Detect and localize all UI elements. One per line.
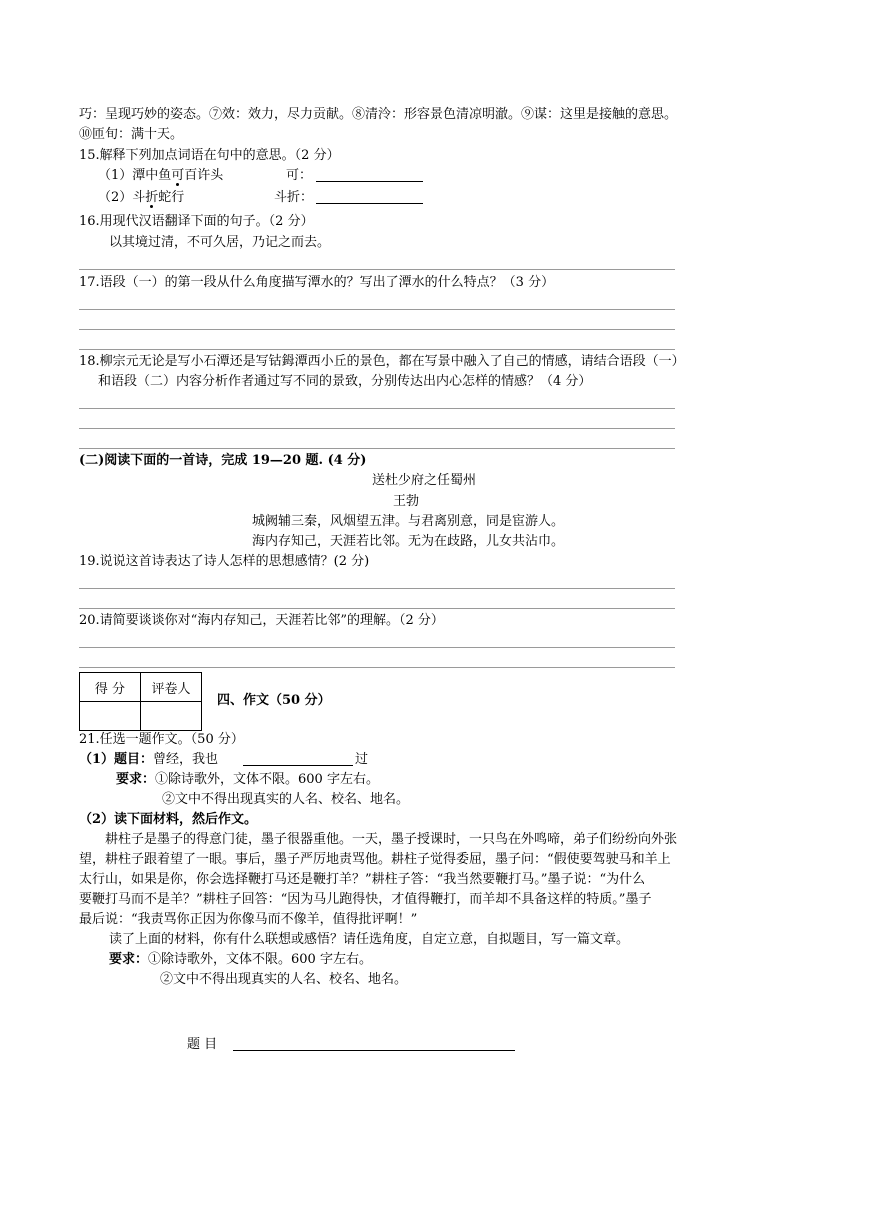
q21-stem: 21.任选一题作文。（50 分） (79, 732, 244, 747)
score-table (79, 672, 202, 731)
q19-answer-line-1[interactable] (79, 588, 675, 589)
q21-option1-label: （1）题目： (79, 752, 154, 767)
q15-item2-answer-line[interactable] (316, 203, 423, 204)
q21-option-2-label: （2）读下面材料，然后作文。 (79, 812, 258, 827)
poem-line-1: 城阙辅三秦，风烟望五津。与君离别意，同是宦游人。 (252, 514, 565, 529)
q19-stem: 19.说说这首诗表达了诗人怎样的思想感情？(2 分) (79, 554, 370, 569)
q15-item2-post: 蛇行 (158, 190, 185, 205)
q21-title-blank[interactable] (243, 765, 353, 766)
q18-answer-line-1[interactable] (79, 408, 675, 409)
q18-stem-line-2: 和语段（二）内容分析作者通过写不同的景致，分别传达出内心怎样的情感？（4 分） (98, 374, 592, 389)
q20-answer-line-2[interactable] (79, 667, 675, 668)
q15-item-2 (98, 189, 184, 207)
section-4-heading: 四、作文（50 分） (217, 693, 331, 708)
q15-item-1 (98, 167, 223, 185)
q15-stem: 15.解释下列加点词语在句中的意思。（2 分） (79, 148, 340, 163)
q18-stem-line-1: 18.柳宗元无论是写小石潭还是写钴鉧潭西小丘的景色，都在写景中融入了自己的情感，请结合语段（一） (79, 354, 685, 369)
score-header: 得 分 (80, 673, 141, 702)
q21-req2-label: 要求： (109, 952, 149, 967)
q15-item2-label: 斗折： (274, 190, 314, 205)
notes-line-2: ⑩匝旬：满十天。 (79, 127, 184, 142)
q17-answer-line-1[interactable] (79, 309, 675, 310)
section-2-heading: (二)阅读下面的一首诗，完成 19—20 题. (4 分) (79, 453, 367, 468)
q21-req2-2: ②文中不得出现真实的人名、校名、地名。 (160, 972, 408, 987)
q21-req-2: ②文中不得出现真实的人名、校名、地名。 (162, 792, 410, 807)
q15-item1-post: 百许头 (184, 168, 224, 183)
q18-answer-line-3[interactable] (79, 448, 675, 449)
q16-stem: 16.用现代汉语翻译下面的句子。（2 分） (79, 214, 314, 229)
grader-cell[interactable] (141, 702, 202, 731)
q21-requirement-1 (116, 771, 379, 789)
material-line-3: 太行山，如果是你，你会选择鞭打马还是鞭打羊？”耕柱子答：“我当然要鞭打马。”墨子说：“为什么 (79, 872, 646, 887)
q17-answer-line-2[interactable] (79, 329, 675, 330)
q21-option1-pre: 曾经，我也 (153, 752, 219, 767)
q15-item1-answer-line[interactable] (316, 181, 423, 182)
essay-title-line[interactable] (233, 1050, 515, 1051)
q15-item1-pre: （1）潭中鱼 (98, 168, 172, 183)
q21-option1-post: 过 (355, 752, 369, 767)
q15-item1-label: 可： (286, 168, 313, 183)
q16-answer-line[interactable] (79, 269, 675, 270)
material-line-1: 耕柱子是墨子的得意门徒，墨子很器重他。一天，墨子授课时，一只鸟在外鸣啼，弟子们纷纷向外张 (105, 832, 678, 847)
poem-title: 送杜少府之任蜀州 (372, 473, 477, 488)
q20-answer-line-1[interactable] (79, 647, 675, 648)
grader-header: 评卷人 (141, 673, 202, 702)
q21-req-1: ①除诗歌外，文体不限。600 字左右。 (155, 772, 379, 787)
q21-req-label: 要求： (116, 772, 156, 787)
q21-prompt: 读了上面的材料，你有什么联想或感悟？请任选角度，自定立意，自拟题目，写一篇文章。 (109, 932, 630, 947)
q16-sentence: 以其境过清，不可久居，乃记之而去。 (109, 235, 331, 250)
q21-option-1 (79, 751, 218, 769)
q17-answer-line-3[interactable] (79, 349, 675, 350)
poem-line-2: 海内存知己，天涯若比邻。无为在歧路，儿女共沾巾。 (252, 534, 565, 549)
poem-author: 王勃 (393, 494, 420, 509)
q15-item2-pre: （2）斗 (98, 190, 146, 205)
q20-stem: 20.请简要谈谈你对“海内存知己，天涯若比邻”的理解。（2 分） (79, 613, 444, 628)
essay-title-label: 题 目 (187, 1037, 218, 1052)
material-line-2: 望，耕柱子跟着望了一眼。事后，墨子严厉地责骂他。耕柱子觉得委屈，墨子问：“假使要驾驶马和羊上 (79, 852, 671, 867)
material-line-5: 最后说：“我责骂你正因为你像马而不像羊，值得批评啊！” (79, 912, 418, 927)
q18-answer-line-2[interactable] (79, 428, 675, 429)
material-line-4: 要鞭打马而不是羊？”耕柱子回答：“因为马儿跑得快，才值得鞭打，而羊却不具备这样的特质。”墨子 (79, 892, 652, 907)
q21-requirement-2-1 (109, 951, 372, 969)
q15-item2-dotted-word: 折 (145, 190, 159, 205)
q19-answer-line-2[interactable] (79, 608, 675, 609)
q21-req2-1: ①除诗歌外，文体不限。600 字左右。 (148, 952, 372, 967)
q15-item1-dotted-word: 可 (171, 168, 185, 183)
notes-line-1: 巧：呈现巧妙的姿态。⑦效：效力，尽力贡献。⑧清泠：形容景色清凉明澈。⑨谋：这里是接触的意思。 (79, 107, 678, 122)
q17-stem: 17.语段（一）的第一段从什么角度描写潭水的？写出了潭水的什么特点？（3 分） (79, 275, 555, 290)
score-cell[interactable] (80, 702, 141, 731)
